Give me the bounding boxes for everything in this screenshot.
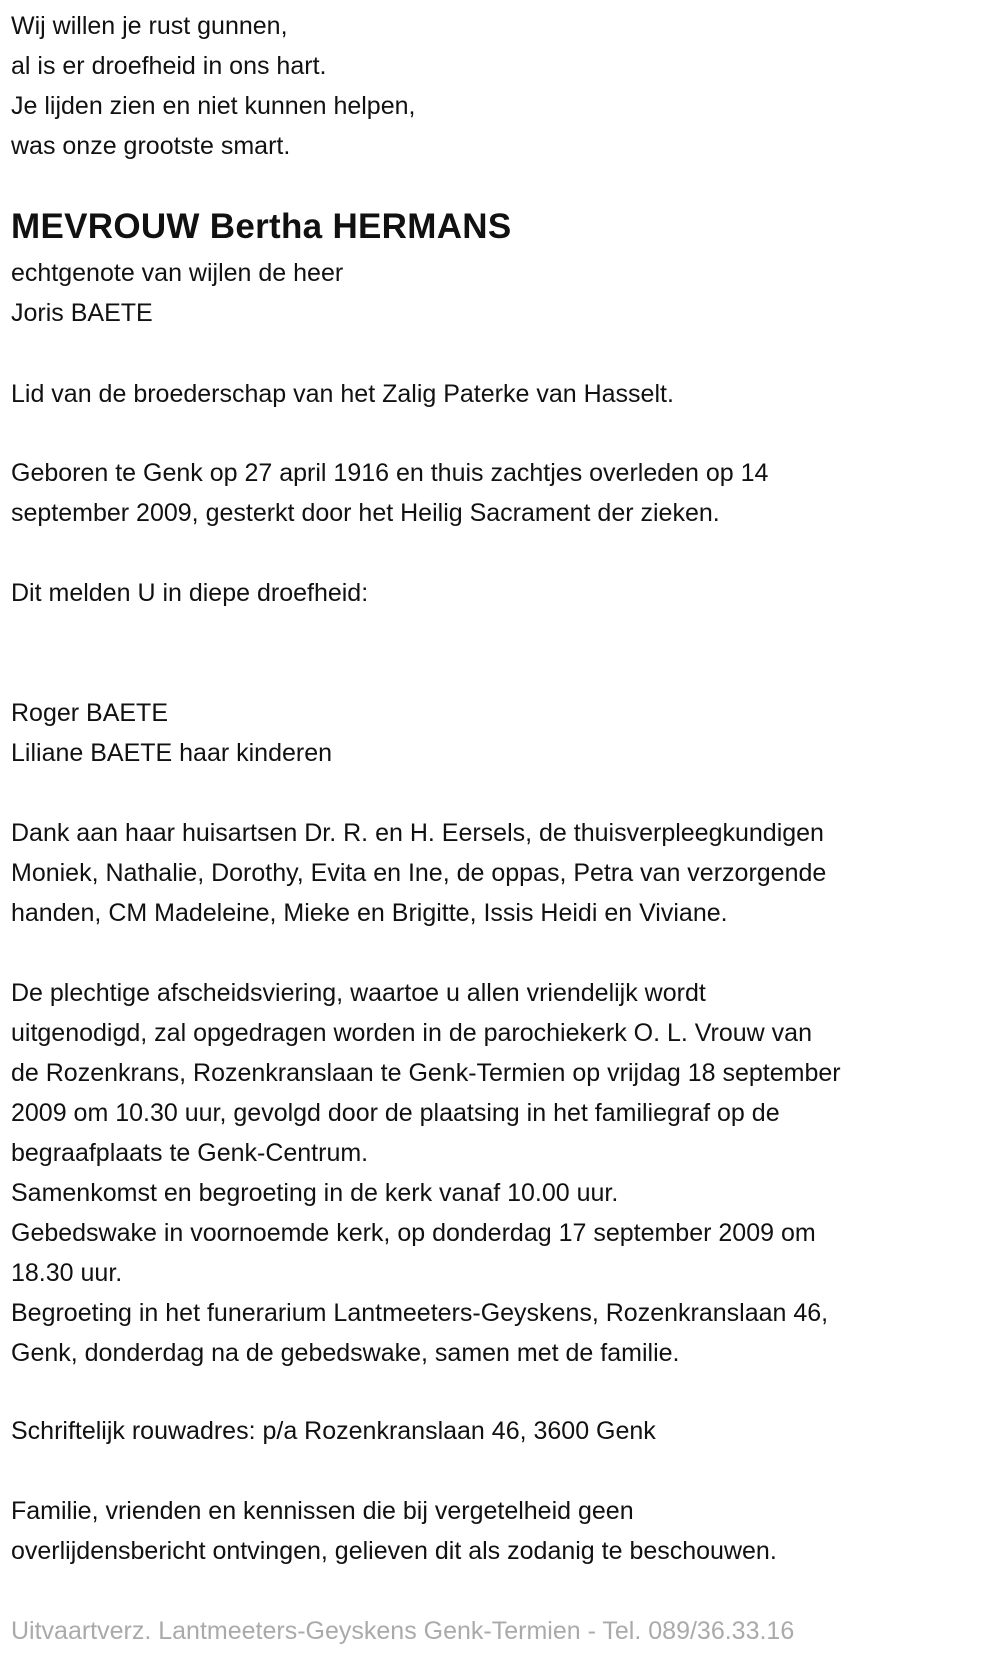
text-line: handen, CM Madeleine, Mieke en Brigitte, Issis Heidi en Viviane.: [11, 899, 728, 927]
address: [11, 1411, 656, 1451]
text-line: Lid van de broederschap van het Zalig Paterke van Hasselt.: [11, 380, 674, 408]
text-line: 18.30 uur.: [11, 1259, 123, 1287]
text-line: de Rozenkrans, Rozenkranslaan te Genk-Termien op vrijdag 18 september: [11, 1059, 841, 1087]
text-line: Genk, donderdag na de gebedswake, samen met de familie.: [11, 1339, 680, 1367]
text-line: overlijdensbericht ontvingen, gelieven dit als zodanig te beschouwen.: [11, 1537, 777, 1565]
family: [11, 693, 332, 773]
text-line: Je lijden zien en niet kunnen helpen,: [11, 92, 416, 120]
text-line: Joris BAETE: [11, 299, 153, 327]
text-line: Wij willen je rust gunnen,: [11, 12, 288, 40]
poem: [11, 6, 415, 166]
text-line: september 2009, gesterkt door het Heilig Sacrament der zieken.: [11, 499, 720, 527]
text-line: Geboren te Genk op 27 april 1916 en thuis zachtjes overleden op 14: [11, 459, 769, 487]
text-line: Dit melden U in diepe droefheid:: [11, 579, 369, 607]
deceased-name: MEVROUW Bertha HERMANS: [11, 207, 512, 246]
announcement: [11, 573, 368, 613]
text-line: begraafplaats te Genk-Centrum.: [11, 1139, 369, 1167]
text-line: Gebedswake in voornoemde kerk, op donderdag 17 september 2009 om: [11, 1219, 816, 1247]
notice: [11, 1491, 777, 1571]
text-line: 2009 om 10.30 uur, gevolgd door de plaatsing in het familiegraf op de: [11, 1099, 780, 1127]
text-line: al is er droefheid in ons hart.: [11, 52, 327, 80]
membership: [11, 374, 674, 414]
text-line: Dank aan haar huisartsen Dr. R. en H. Eersels, de thuisverpleegkundigen: [11, 819, 824, 847]
thanks: [11, 813, 826, 933]
birth-death: [11, 453, 768, 533]
spouse-info: [11, 253, 343, 333]
text-line: Moniek, Nathalie, Dorothy, Evita en Ine, de oppas, Petra van verzorgende: [11, 859, 827, 887]
text-line: Familie, vrienden en kennissen die bij vergetelheid geen: [11, 1497, 634, 1525]
text-line: Liliane BAETE haar kinderen: [11, 739, 333, 767]
text-line: uitgenodigd, zal opgedragen worden in de parochiekerk O. L. Vrouw van: [11, 1019, 812, 1047]
ceremony: [11, 973, 841, 1373]
text-line: was onze grootste smart.: [11, 132, 291, 160]
text-line: Schriftelijk rouwadres: p/a Rozenkranslaan 46, 3600 Genk: [11, 1417, 656, 1445]
text-line: Begroeting in het funerarium Lantmeeters-Geyskens, Rozenkranslaan 46,: [11, 1299, 829, 1327]
text-line: Samenkomst en begroeting in de kerk vanaf 10.00 uur.: [11, 1179, 619, 1207]
text-line: Roger BAETE: [11, 699, 169, 727]
text-line: echtgenote van wijlen de heer: [11, 259, 344, 287]
funeral-home-footer: Uitvaartverz. Lantmeeters-Geyskens Genk-Termien - Tel. 089/36.33.16: [11, 1617, 795, 1645]
text-line: De plechtige afscheidsviering, waartoe u allen vriendelijk wordt: [11, 979, 706, 1007]
